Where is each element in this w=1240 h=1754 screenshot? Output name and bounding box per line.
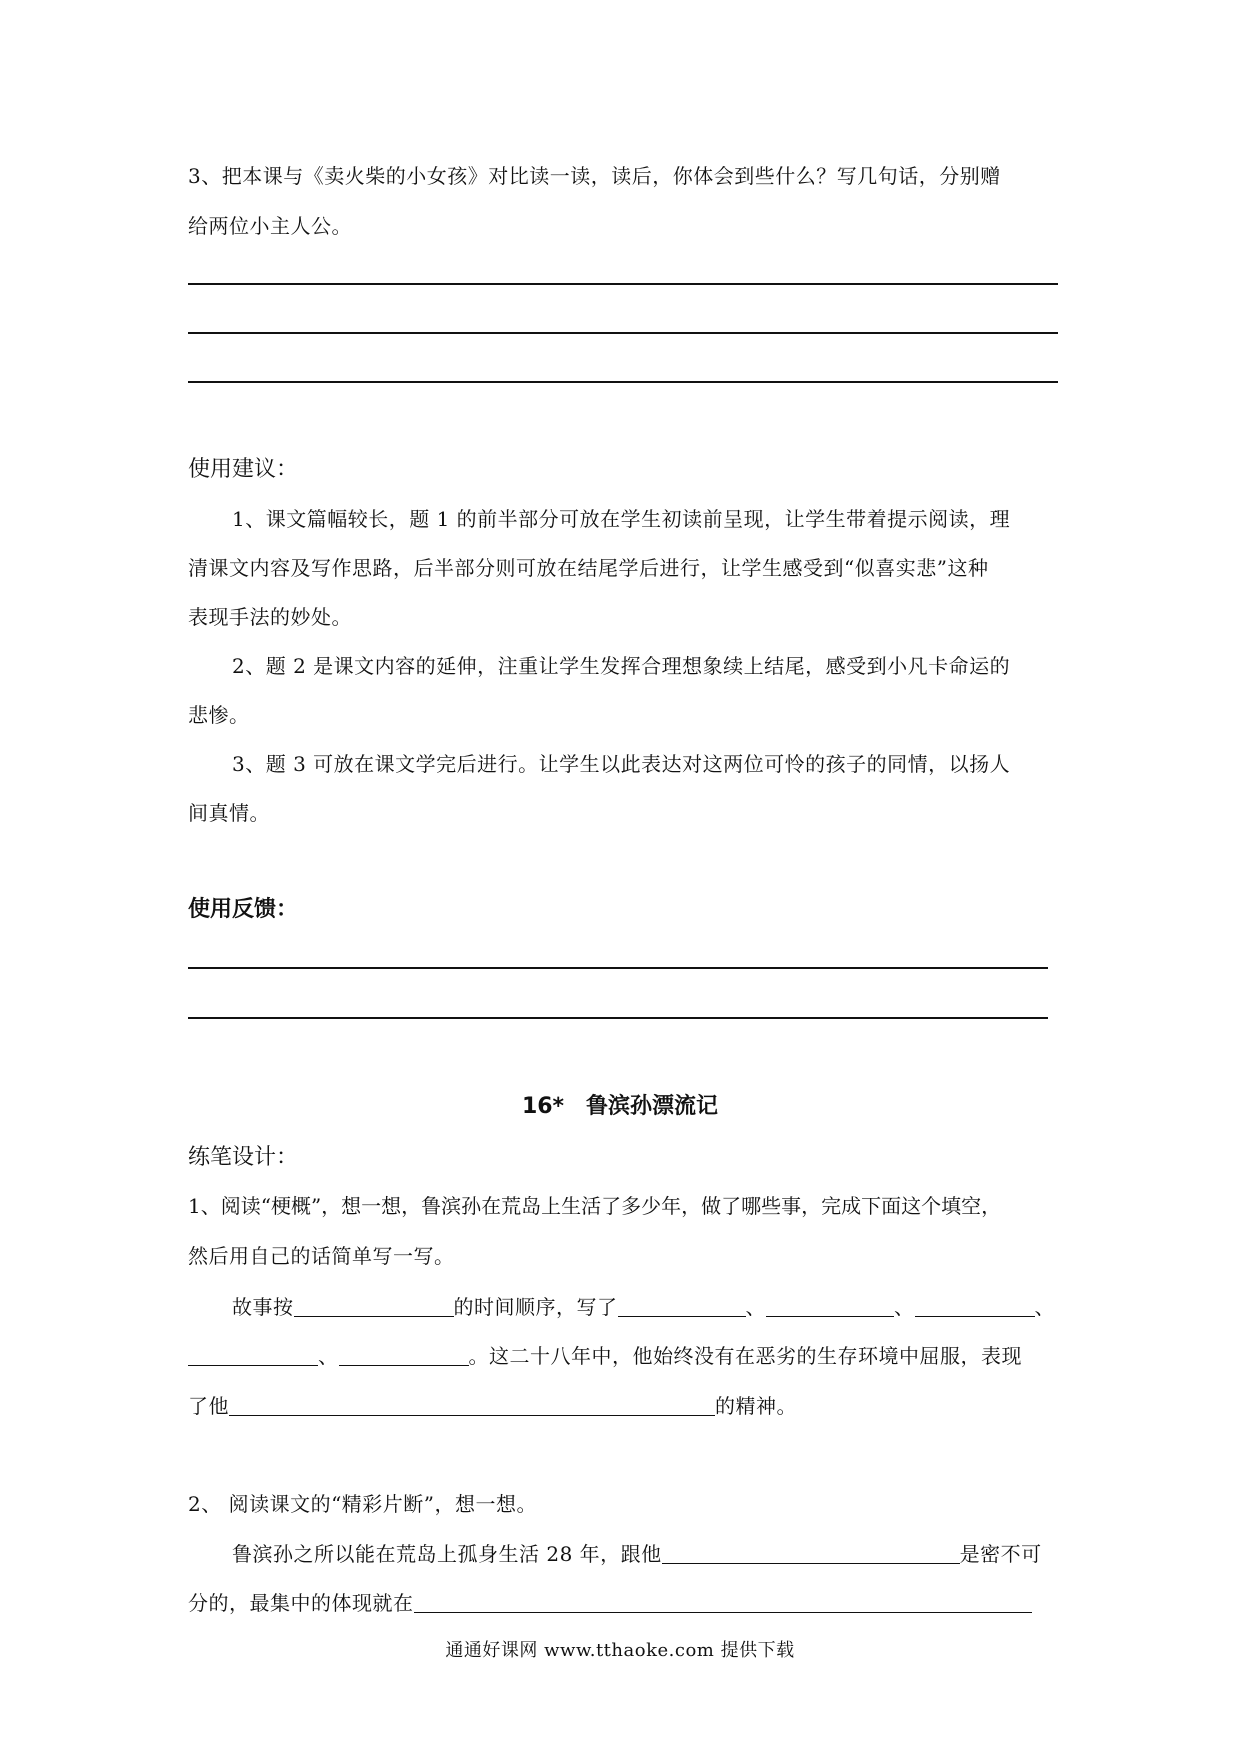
lesson-q1-line-1: 1、阅读“梗概”，想一想，鲁滨孙在荒岛上生活了多少年，做了哪些事，完成下面这个填空， [188, 1194, 1002, 1218]
footer-credit: 通通好课网 www.tthaoke.com 提供下载 [445, 1640, 795, 1661]
lesson-q2-fill-line-2 [188, 1589, 1032, 1617]
feedback-heading: 使用反馈： [188, 897, 299, 922]
blank-event-1[interactable] [618, 1294, 746, 1317]
feedback-line-1 [188, 967, 1048, 969]
lesson-q2-line-1: 2、 阅读课文的“精彩片断”，想一想。 [188, 1492, 538, 1516]
fill-text-spirit: 的精神。 [715, 1394, 797, 1418]
blank-event-4[interactable] [188, 1343, 318, 1366]
blank-reason[interactable] [662, 1541, 960, 1564]
answer-line-2 [188, 332, 1058, 334]
practice-heading: 练笔设计： [188, 1145, 299, 1170]
q2-text-robinson: 鲁滨孙之所以能在荒岛上孤身生活 28 年，跟他 [232, 1542, 662, 1566]
suggestion-1-line-3: 表现手法的妙处。 [188, 605, 352, 629]
q2-text-inseparable: 是密不可 [959, 1542, 1042, 1566]
q2-text-embodied: 分的，最集中的体现就在 [188, 1591, 414, 1615]
separator: 、 [318, 1344, 339, 1368]
question-3-line-2: 给两位小主人公。 [188, 214, 352, 238]
suggestion-3-line-1: 3、题 3 可放在课文学完后进行。让学生以此表达对这两位可怜的孩子的同情，以扬人 [232, 752, 1011, 776]
lesson-title: 16* 鲁滨孙漂流记 [521, 1094, 719, 1119]
blank-time-order[interactable] [294, 1294, 454, 1317]
separator: 、 [894, 1295, 915, 1319]
blank-embodiment[interactable] [414, 1590, 1032, 1613]
separator: 、 [1034, 1295, 1055, 1319]
suggestions-heading: 使用建议： [188, 457, 299, 482]
blank-spirit[interactable] [229, 1393, 715, 1416]
question-3-line-1: 3、把本课与《卖火柴的小女孩》对比读一读，读后，你体会到些什么？写几句话，分别赠 [188, 164, 1001, 188]
suggestion-1-line-1: 1、课文篇幅较长，题 1 的前半部分可放在学生初读前呈现，让学生带着提示阅读，理 [232, 507, 1011, 531]
fill-text-28-years: 。这二十八年中，他始终没有在恶劣的生存环境中屈服，表现 [468, 1344, 1022, 1368]
suggestion-2-line-2: 悲惨。 [188, 703, 250, 727]
feedback-line-2 [188, 1017, 1048, 1019]
answer-line-3 [188, 381, 1058, 383]
lesson-q2-fill-line-1 [232, 1540, 1042, 1568]
answer-line-1 [188, 283, 1058, 285]
fill-text-showed: 了他 [188, 1394, 229, 1418]
fill-in-line-3 [188, 1392, 797, 1420]
blank-event-3[interactable] [915, 1294, 1035, 1317]
fill-in-line-2 [188, 1342, 1022, 1370]
fill-in-line-1 [232, 1293, 1055, 1321]
separator: 、 [745, 1295, 766, 1319]
lesson-q1-line-2: 然后用自己的话简单写一写。 [188, 1244, 455, 1268]
suggestion-1-line-2: 清课文内容及写作思路，后半部分则可放在结尾学后进行，让学生感受到“似喜实悲”这种 [188, 556, 989, 580]
fill-text-story-order: 故事按 [232, 1295, 294, 1319]
blank-event-5[interactable] [339, 1343, 469, 1366]
fill-text-wrote: 的时间顺序，写了 [453, 1295, 618, 1319]
suggestion-3-line-2: 间真情。 [188, 801, 270, 825]
suggestion-2-line-1: 2、题 2 是课文内容的延伸，注重让学生发挥合理想象续上结尾，感受到小凡卡命运的 [232, 654, 1011, 678]
blank-event-2[interactable] [766, 1294, 894, 1317]
